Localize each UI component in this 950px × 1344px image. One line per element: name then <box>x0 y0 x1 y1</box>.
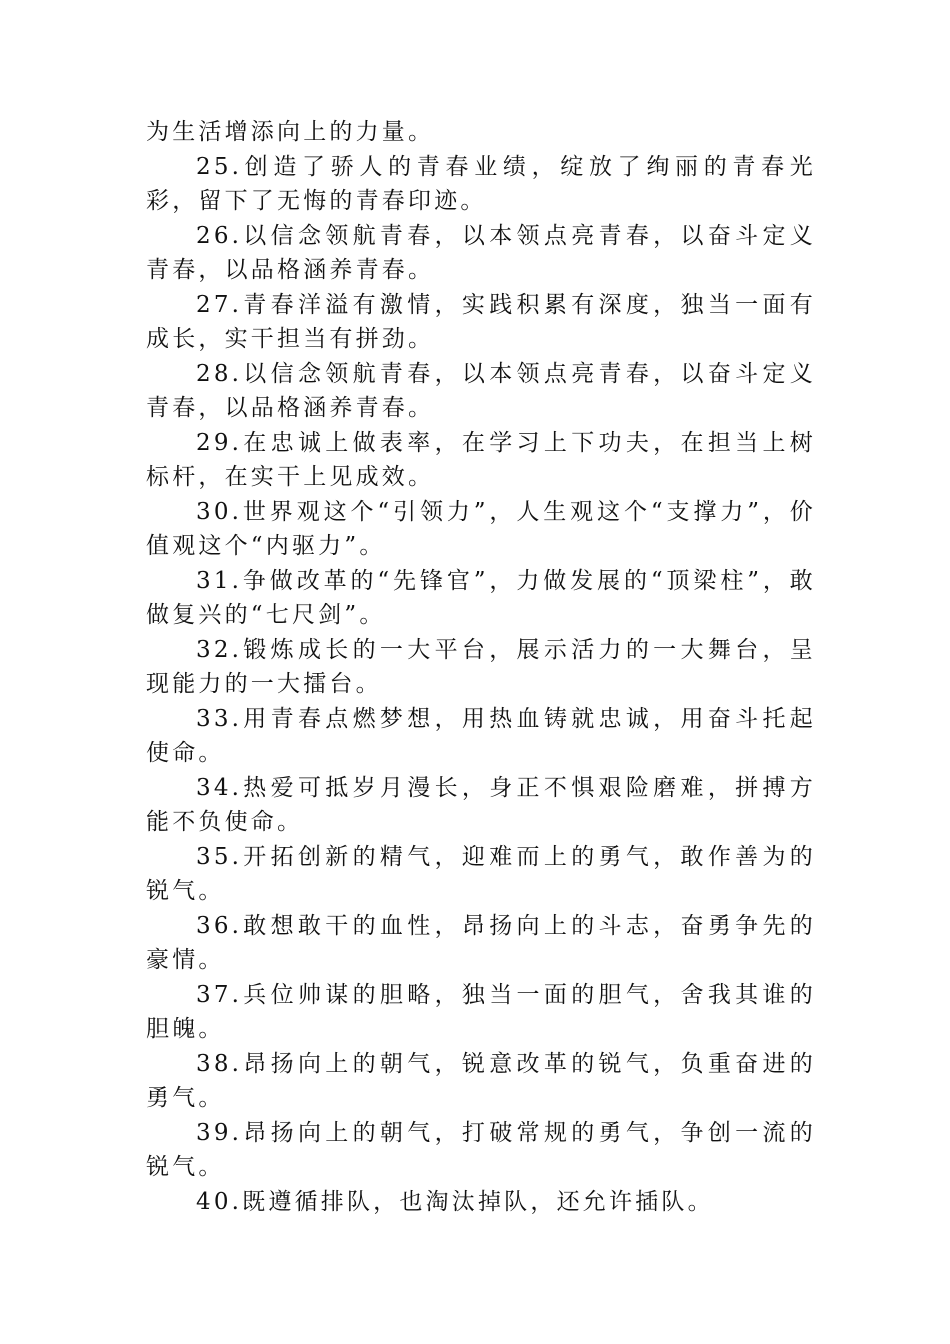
paragraph-35: 35.开拓创新的精气，迎难而上的勇气，敢作善为的锐气。 <box>146 843 816 904</box>
paragraph-28: 28.以信念领航青春，以本领点亮青春，以奋斗定义青春，以品格涵养青春。 <box>146 360 816 421</box>
paragraph-26: 26.以信念领航青春，以本领点亮青春，以奋斗定义青春，以品格涵养青春。 <box>146 222 816 283</box>
paragraph-34: 34.热爱可抵岁月漫长，身正不惧艰险磨难，拼搏方能不负使命。 <box>146 774 816 835</box>
paragraph-40: 40.既遵循排队，也淘汰掉队，还允许插队。 <box>196 1188 714 1215</box>
paragraph-37: 37.兵位帅谋的胆略，独当一面的胆气，舍我其谁的胆魄。 <box>146 981 816 1042</box>
paragraph-29: 29.在忠诚上做表率，在学习上下功夫，在担当上树标杆，在实干上见成效。 <box>146 429 816 490</box>
paragraph-38: 38.昂扬向上的朝气，锐意改革的锐气，负重奋进的勇气。 <box>146 1050 816 1111</box>
paragraph-32: 32.锻炼成长的一大平台，展示活力的一大舞台，呈现能力的一大擂台。 <box>146 636 816 697</box>
paragraph-25: 25.创造了骄人的青春业绩，绽放了绚丽的青春光彩，留下了无悔的青春印迹。 <box>146 153 816 214</box>
paragraph-33: 33.用青春点燃梦想，用热血铸就忠诚，用奋斗托起使命。 <box>146 705 816 766</box>
paragraph-27: 27.青春洋溢有激情，实践积累有深度，独当一面有成长，实干担当有拼劲。 <box>146 291 816 352</box>
paragraph-39: 39.昂扬向上的朝气，打破常规的勇气，争创一流的锐气。 <box>146 1119 816 1180</box>
paragraph-30: 30.世界观这个“引领力”，人生观这个“支撑力”，价值观这个“内驱力”。 <box>146 498 816 559</box>
paragraph-31: 31.争做改革的“先锋官”，力做发展的“顶梁柱”，敢做复兴的“七尺剑”。 <box>146 567 816 628</box>
paragraph-36: 36.敢想敢干的血性，昂扬向上的斗志，奋勇争先的豪情。 <box>146 912 816 973</box>
paragraph-continuation: 为生活增添向上的力量。 <box>146 119 435 145</box>
document-body <box>146 115 816 1219</box>
